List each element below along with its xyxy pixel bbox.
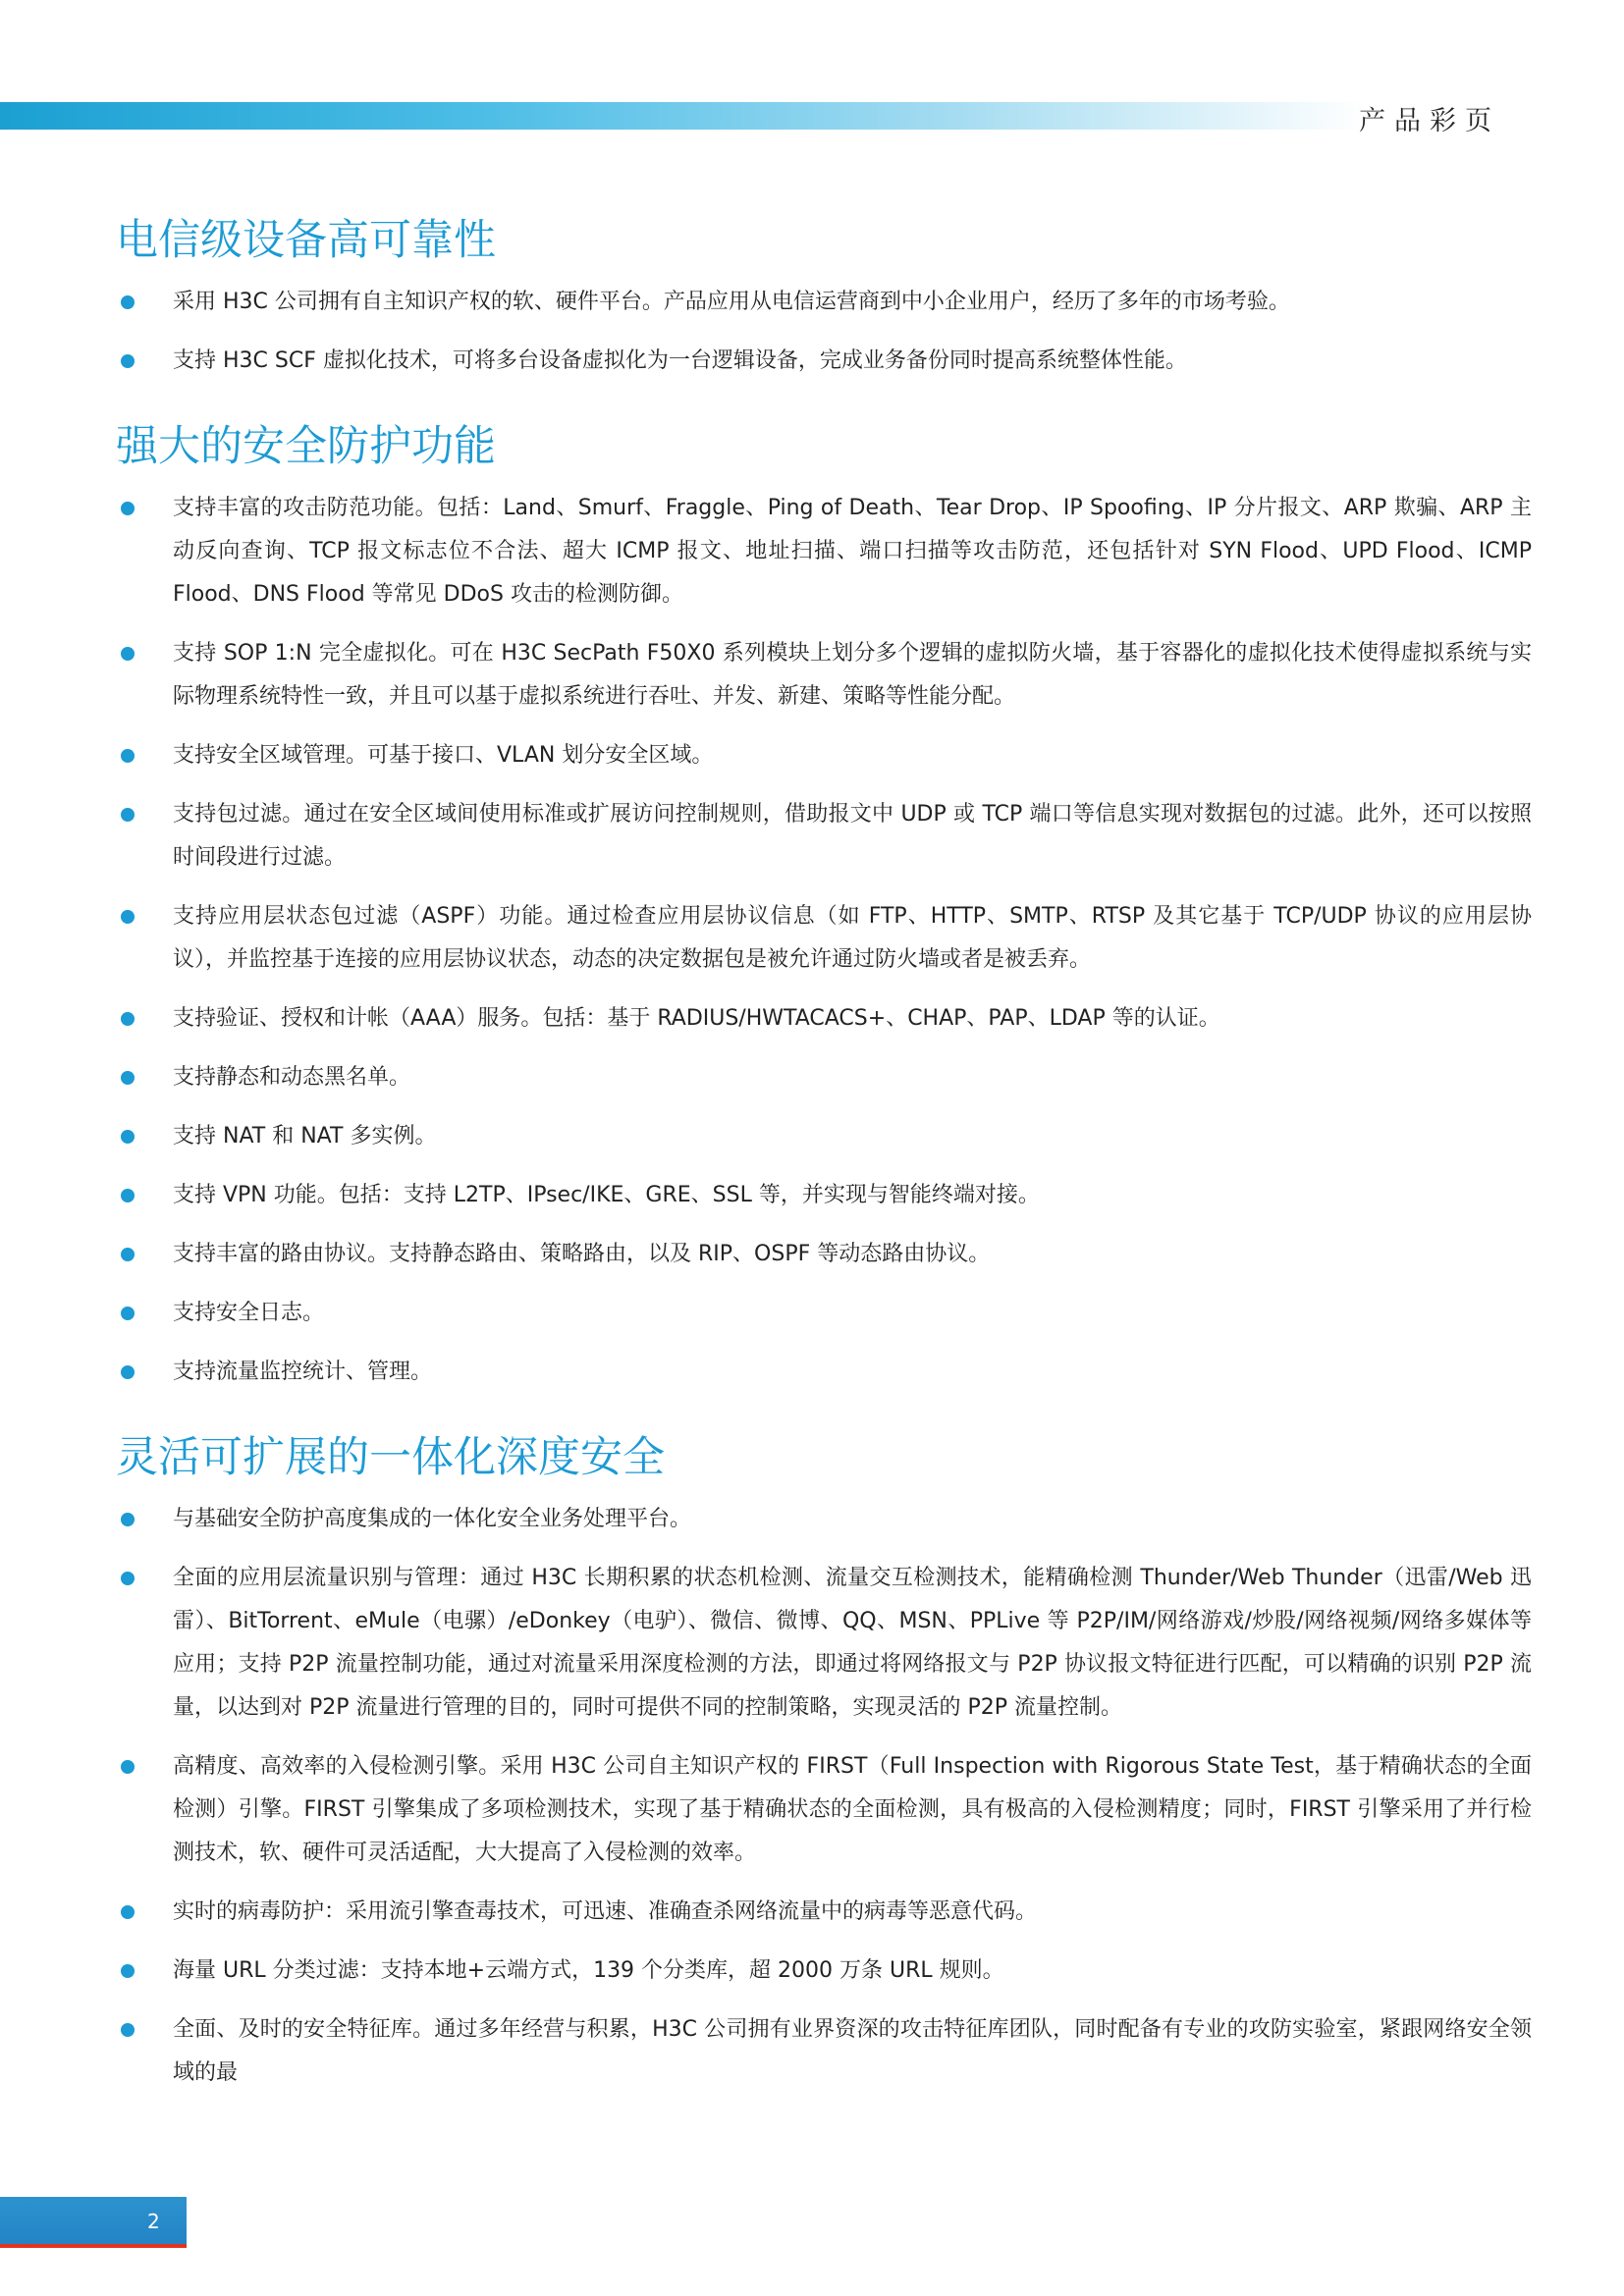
page-number: 2 (147, 2210, 160, 2233)
list-item: 支持 SOP 1:N 完全虚拟化。可在 H3C SecPath F50X0 系列模块上划分多个逻辑的虚拟防火墙，基于容器化的虚拟化技术使得虚拟系统与实际物理系统特性一致，并且可以基于虚拟系统进行吞吐、并发、新建、策略等性能分配。 (116, 632, 1532, 719)
bullet-dot-icon (121, 1248, 135, 1261)
bullet-dot-icon (121, 1307, 135, 1320)
bullet-dot-icon (121, 1189, 135, 1202)
header-label: 产品彩页 (1359, 106, 1500, 136)
bullet-dot-icon (121, 647, 135, 661)
list-item: 支持丰富的攻击防范功能。包括：Land、Smurf、Fraggle、Ping of Death、Tear Drop、IP Spoofing、IP 分片报文、ARP 欺骗、ARP 主动反向查询、TCP 报文标志位不合法、超大 ICMP 报文、地址扫描、端口扫描等攻击防范，还包括针对 SYN Flood、UPD Flood、ICMP Flood、DNS Flood 等常见 DDoS 攻击的检测防御。 (116, 487, 1532, 616)
section-title-deep-security: 灵活可扩展的一体化深度安全 (116, 1433, 665, 1482)
list-item: 支持应用层状态包过滤（ASPF）功能。通过检查应用层协议信息（如 FTP、HTTP、SMTP、RTSP 及其它基于 TCP/UDP 协议的应用层协议），并监控基于连接的应用层协议状态，动态的决定数据包是被允许通过防火墙或者是被丢弃。 (116, 895, 1532, 982)
page-content (116, 206, 1532, 2110)
bullet-dot-icon (121, 749, 135, 763)
bullet-dot-icon (121, 910, 135, 924)
list-item: 全面的应用层流量识别与管理：通过 H3C 长期积累的状态机检测、流量交互检测技术，能精确检测 Thunder/Web Thunder（迅雷/Web 迅雷）、BitTorrent、eMule（电骡）/eDonkey（电驴）、微信、微博、QQ、MSN、PPLive 等 P2P/IM/网络游戏/炒股/网络视频/网络多媒体等应用；支持 P2P 流量控制功能，通过对流量采用深度检测的方法，即通过将网络报文与 P2P 协议报文特征进行匹配，可以精确的识别 P2P 流量，以达到对 P2P 流量进行管理的目的，同时可提供不同的控制策略，实现灵活的 P2P 流量控制。 (116, 1557, 1532, 1730)
list-item: 支持安全日志。 (116, 1292, 1532, 1335)
list-item: 支持静态和动态黑名单。 (116, 1056, 1532, 1099)
bullet-dot-icon (121, 1012, 135, 1026)
list-item: 全面、及时的安全特征库。通过多年经营与积累，H3C 公司拥有业界资深的攻击特征库团队，同时配备有专业的攻防实验室，紧跟网络安全领域的最 (116, 2008, 1532, 2095)
bullet-dot-icon (121, 1130, 135, 1144)
list-item: 高精度、高效率的入侵检测引擎。采用 H3C 公司自主知识产权的 FIRST（Full Inspection with Rigorous State Test，基于精确状态的全面检测）引擎。FIRST 引擎集成了多项检测技术，实现了基于精确状态的全面检测，具有极高的入侵检测精度；同时，FIRST 引擎采用了并行检测技术，软、硬件可灵活适配，大大提高了入侵检测的效率。 (116, 1745, 1532, 1875)
list-item: 支持流量监控统计、管理。 (116, 1351, 1532, 1394)
section-title-security: 强大的安全防护功能 (116, 422, 496, 471)
list-item: 支持丰富的路由协议。支持静态路由、策略路由，以及 RIP、OSPF 等动态路由协议。 (116, 1233, 1532, 1276)
bullet-dot-icon (121, 1071, 135, 1085)
bullet-dot-icon (121, 1964, 135, 1978)
list-item: 海量 URL 分类过滤：支持本地+云端方式，139 个分类库，超 2000 万条 URL 规则。 (116, 1949, 1532, 1993)
bullet-dot-icon (121, 1365, 135, 1379)
section-title-reliability: 电信级设备高可靠性 (116, 216, 496, 265)
list-item: 支持 VPN 功能。包括：支持 L2TP、IPsec/IKE、GRE、SSL 等，并实现与智能终端对接。 (116, 1174, 1532, 1217)
bullet-dot-icon (121, 1572, 135, 1585)
bullet-dot-icon (121, 295, 135, 309)
list-item: 支持 NAT 和 NAT 多实例。 (116, 1115, 1532, 1158)
bullet-dot-icon (121, 1513, 135, 1526)
list-item: 支持包过滤。通过在安全区域间使用标准或扩展访问控制规则，借助报文中 UDP 或 TCP 端口等信息实现对数据包的过滤。此外，还可以按照时间段进行过滤。 (116, 793, 1532, 880)
section-list-security (116, 487, 1532, 1394)
section-list-reliability (116, 281, 1532, 383)
list-item: 实时的病毒防护：采用流引擎查毒技术，可迅速、准确查杀网络流量中的病毒等恶意代码。 (116, 1891, 1532, 1934)
list-item: 支持验证、授权和计帐（AAA）服务。包括：基于 RADIUS/HWTACACS+、CHAP、PAP、LDAP 等的认证。 (116, 997, 1532, 1041)
bullet-dot-icon (121, 1905, 135, 1919)
bullet-dot-icon (121, 1760, 135, 1774)
list-item: 采用 H3C 公司拥有自主知识产权的软、硬件平台。产品应用从电信运营商到中小企业用户，经历了多年的市场考验。 (116, 281, 1532, 324)
list-item: 支持 H3C SCF 虚拟化技术，可将多台设备虚拟化为一台逻辑设备，完成业务备份同时提高系统整体性能。 (116, 340, 1532, 383)
bullet-dot-icon (121, 502, 135, 515)
list-item: 支持安全区域管理。可基于接口、VLAN 划分安全区域。 (116, 734, 1532, 777)
bullet-dot-icon (121, 808, 135, 822)
section-list-deep-security (116, 1498, 1532, 2095)
list-item: 与基础安全防护高度集成的一体化安全业务处理平台。 (116, 1498, 1532, 1541)
header-gradient-bar (0, 102, 1365, 130)
bullet-dot-icon (121, 354, 135, 368)
bullet-dot-icon (121, 2023, 135, 2037)
